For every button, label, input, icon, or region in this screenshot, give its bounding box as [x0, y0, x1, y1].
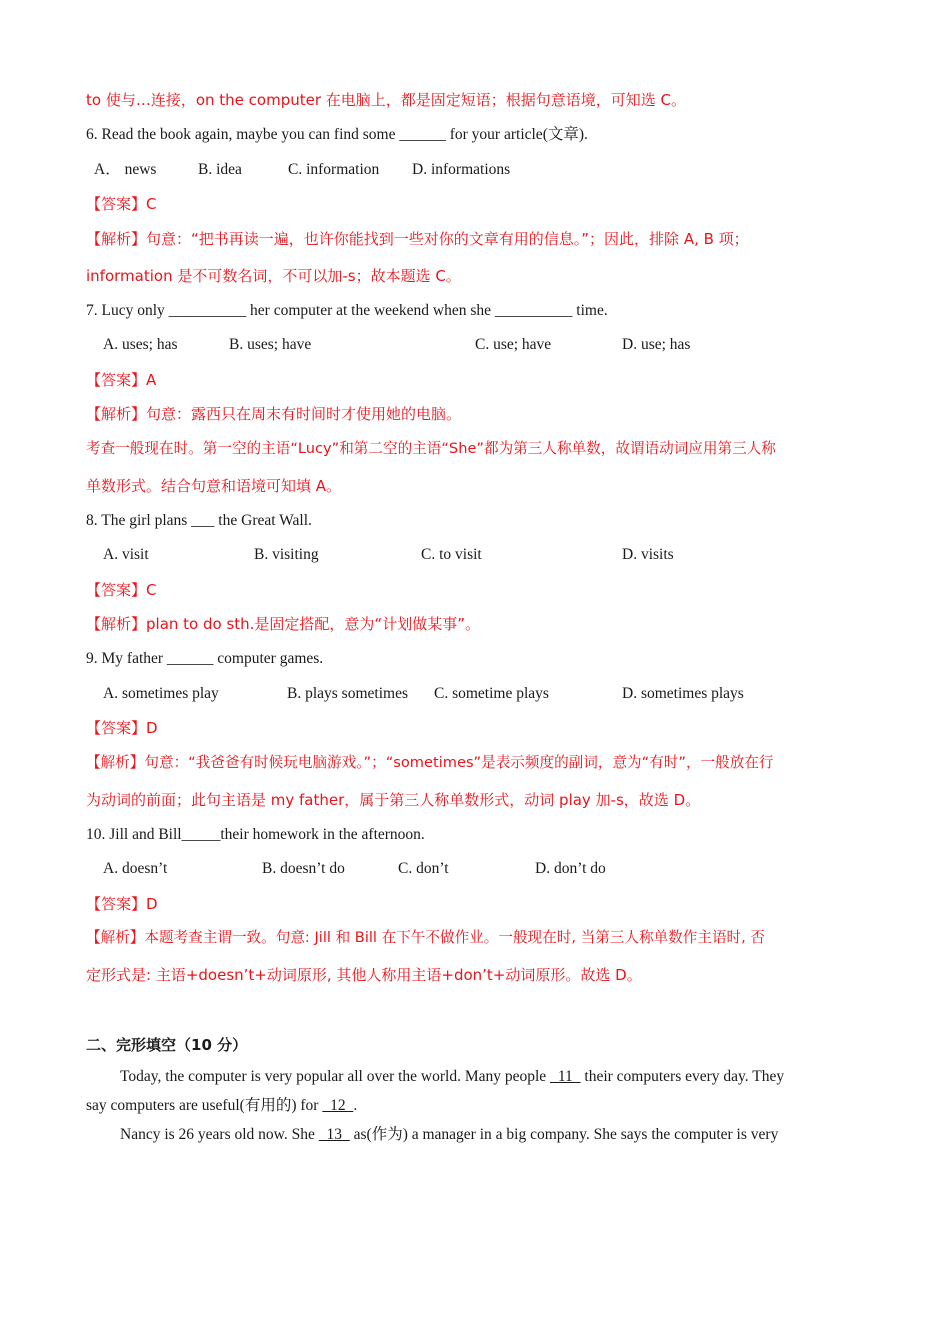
- blank-13: 13: [318, 1126, 350, 1143]
- q6-analysis-line-1: 【解析】句意：“把书再读一遍，也许你能找到一些对你的文章有用的信息。”；因此，排除 A, B 项；: [86, 230, 749, 248]
- q6-answer: 【答案】C: [86, 195, 157, 213]
- blank-11: 11: [550, 1068, 581, 1085]
- question-6-stem: 6. Read the book again, maybe you can find some ______ for your article(文章).: [86, 126, 588, 143]
- q6-option-b: B. idea: [198, 161, 242, 178]
- cloze-paragraph-line-3: [120, 1125, 778, 1145]
- blank-12: 12: [322, 1097, 354, 1114]
- q7-option-b: B. uses; have: [229, 336, 312, 353]
- q8-option-a: A. visit: [103, 546, 149, 563]
- cloze-paragraph-line-2: [86, 1096, 357, 1116]
- q7-option-d: D. use; has: [622, 336, 691, 353]
- cloze-text: their computers every day. They: [580, 1068, 785, 1085]
- q9-option-a: A. sometimes play: [103, 685, 219, 702]
- q8-option-b: B. visiting: [254, 546, 319, 563]
- cloze-text: Today, the computer is very popular all over the world. Many people: [120, 1068, 551, 1085]
- q10-answer: 【答案】D: [86, 895, 158, 913]
- cloze-text: as(作为) a manager in a big company. She says the computer is very: [349, 1126, 779, 1143]
- q10-option-d: D. don’t do: [535, 860, 606, 877]
- question-8-stem: 8. The girl plans ___ the Great Wall.: [86, 512, 312, 529]
- q10-option-b: B. doesn’t do: [262, 860, 345, 877]
- q8-analysis-line-1: 【解析】plan to do sth.是固定搭配，意为“计划做某事”。: [86, 615, 480, 633]
- question-9-stem: 9. My father ______ computer games.: [86, 650, 324, 667]
- cloze-text: .: [353, 1097, 358, 1114]
- q8-option-c: C. to visit: [421, 546, 482, 563]
- q7-analysis-line-2: 考查一般现在时。第一空的主语“Lucy”和第二空的主语“She”都为第三人称单数，故谓语动词应用第三人称: [86, 440, 776, 457]
- question-10-stem: 10. Jill and Bill_____their homework in the afternoon.: [86, 826, 425, 843]
- intro-note: to 使与…连接，on the computer 在电脑上，都是固定短语；根据句意语境，可知选 C。: [86, 91, 687, 109]
- cloze-text: Nancy is 26 years old now. She: [120, 1126, 319, 1143]
- q10-option-a: A. doesn’t: [103, 860, 168, 877]
- section-2-title: 二、完形填空（10 分）: [86, 1036, 248, 1054]
- q9-answer: 【答案】D: [86, 719, 158, 737]
- q7-option-c: C. use; have: [475, 336, 552, 353]
- q6-option-d: D. informations: [412, 161, 511, 178]
- q9-option-d: D. sometimes plays: [622, 685, 744, 702]
- question-7-stem: 7. Lucy only __________ her computer at the weekend when she __________ time.: [86, 302, 608, 319]
- cloze-paragraph-line-1: [120, 1067, 784, 1087]
- q10-option-c: C. don’t: [398, 860, 449, 877]
- q7-analysis-line-3: 单数形式。结合句意和语境可知填 A。: [86, 477, 342, 495]
- q8-option-d: D. visits: [622, 546, 674, 563]
- cloze-text: say computers are useful(有用的) for: [86, 1097, 323, 1114]
- q6-analysis-line-2: information 是不可数名词，不可以加-s；故本题选 C。: [86, 267, 461, 285]
- q9-analysis-line-1: 【解析】句意：“我爸爸有时候玩电脑游戏。”；“sometimes”是表示频度的副词，意为“有时”，一般放在行: [86, 754, 774, 771]
- q9-option-c: C. sometime plays: [434, 685, 549, 702]
- q7-answer: 【答案】A: [86, 371, 157, 389]
- q10-analysis-line-1: 【解析】本题考查主谓一致。句意: Jill 和 Bill 在下午不做作业。一般现在时, 当第三人称单数作主语时, 否: [86, 929, 766, 946]
- q9-option-b: B. plays sometimes: [287, 685, 408, 702]
- q6-option-c: C. information: [288, 161, 380, 178]
- q6-option-a: A． news: [94, 161, 157, 178]
- q7-analysis-line-1: 【解析】句意：露西只在周末有时间时才使用她的电脑。: [86, 405, 462, 423]
- q7-option-a: A. uses; has: [103, 336, 178, 353]
- q10-analysis-line-2: 定形式是: 主语+doesn’t+动词原形, 其他人称用主语+don’t+动词原形。故选 D。: [86, 966, 642, 984]
- q9-analysis-line-2: 为动词的前面；此句主语是 my father，属于第三人称单数形式，动词 play 加-s，故选 D。: [86, 791, 701, 809]
- q8-answer: 【答案】C: [86, 581, 157, 599]
